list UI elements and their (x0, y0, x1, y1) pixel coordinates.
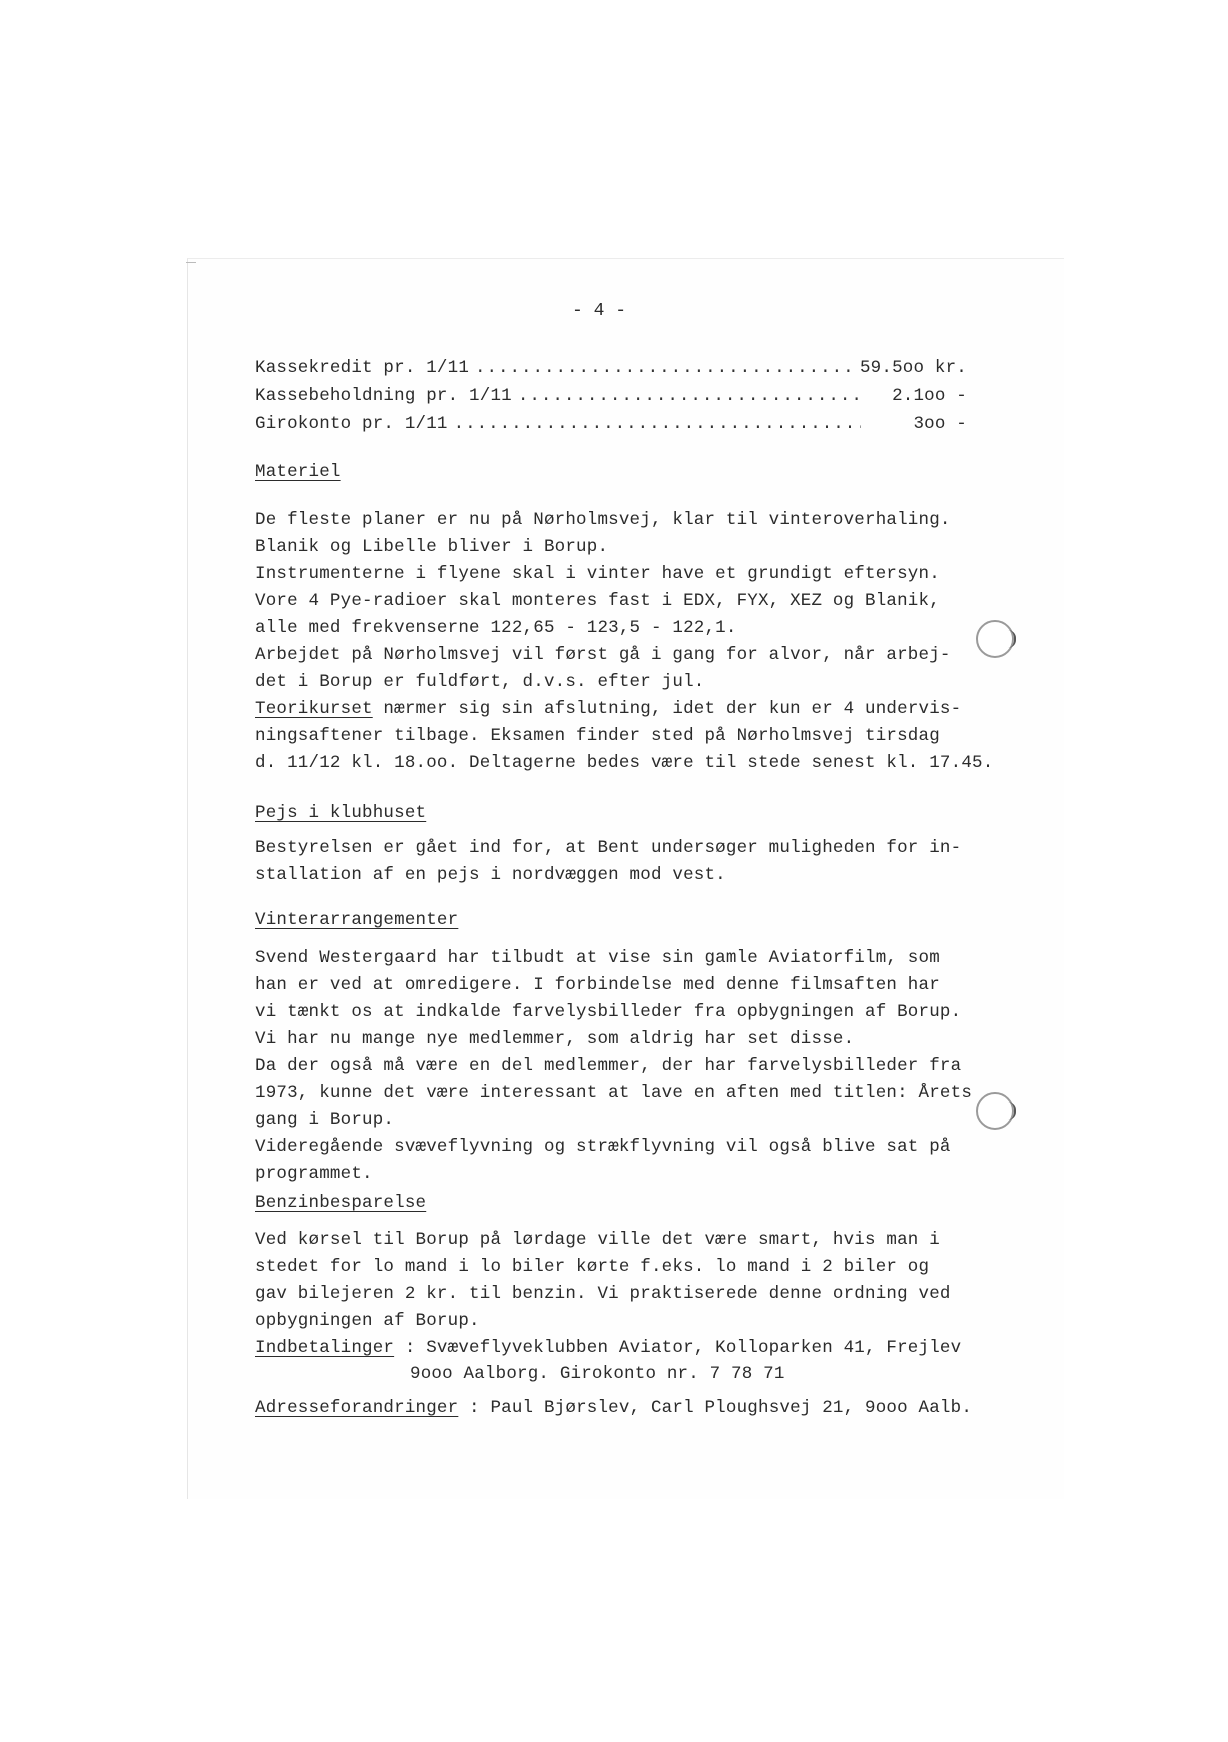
text-line: stallation af en pejs i nordvæggen mod vest. (255, 865, 726, 885)
adresse-line (255, 1398, 972, 1418)
text-line: vi tænkt os at indkalde farvelysbilleder fra opbygningen af Borup. (255, 1002, 962, 1022)
text-line: ningsaftener tilbage. Eksamen finder sted på Nørholmsvej tirsdag (255, 726, 940, 746)
text-line: han er ved at omredigere. I forbindelse med denne filmsaften har (255, 975, 940, 995)
text-line: 9ooo Aalborg. Girokonto nr. 7 78 71 (410, 1364, 785, 1384)
page-number: - 4 - (572, 301, 627, 321)
account-row (255, 386, 967, 406)
section-heading-materiel: Materiel (255, 462, 341, 482)
account-amount: 2.1oo - (892, 386, 967, 406)
account-label: Kassebeholdning pr. 1/11 (255, 386, 512, 406)
leader-dots (518, 386, 861, 406)
account-label: Kassekredit pr. 1/11 (255, 358, 470, 378)
text-line: Svend Westergaard har tilbudt at vise sin gamle Aviatorfilm, som (255, 948, 940, 968)
text-line: Vi har nu mange nye medlemmer, som aldrig har set disse. (255, 1029, 855, 1049)
section-heading-vinter: Vinterarrangementer (255, 910, 459, 930)
adresse-text: : Paul Bjørslev, Carl Ploughsvej 21, 9ooo Aalb. (458, 1398, 973, 1418)
text-line: stedet for lo mand i lo biler kørte f.eks. lo mand i 2 biler og (255, 1257, 930, 1277)
indbetalinger-line (255, 1338, 961, 1358)
account-row (255, 414, 967, 434)
edge-mark (186, 262, 196, 263)
text-line: Vore 4 Pye-radioer skal monteres fast i EDX, FYX, XEZ og Blanik, (255, 591, 940, 611)
adresse-label: Adresseforandringer (255, 1398, 459, 1418)
text-line: programmet. (255, 1164, 373, 1184)
text-line: Da der også må være en del medlemmer, der har farvelysbilleder fra (255, 1056, 962, 1076)
text-line: Blanik og Libelle bliver i Borup. (255, 537, 609, 557)
text-line: Arbejdet på Nørholmsvej vil først gå i gang for alvor, når arbej- (255, 645, 951, 665)
account-label: Girokonto pr. 1/11 (255, 414, 448, 434)
text-line: Videregående svæveflyvning og strækflyvning vil også blive sat på (255, 1137, 951, 1157)
punch-hole-icon (976, 1092, 1014, 1130)
teorikurset-label: Teorikurset (255, 699, 373, 719)
text-line: opbygningen af Borup. (255, 1311, 480, 1331)
text-line: det i Borup er fuldført, d.v.s. efter jul. (255, 672, 705, 692)
indbetalinger-text: : Svæveflyveklubben Aviator, Kolloparken 41, Frejlev (394, 1338, 962, 1358)
text-line: 1973, kunne det være interessant at lave en aften med titlen: Årets (255, 1083, 973, 1103)
section-heading-benzin: Benzinbesparelse (255, 1193, 427, 1213)
text-line: Instrumenterne i flyene skal i vinter have et grundigt eftersyn. (255, 564, 940, 584)
text-line: d. 11/12 kl. 18.oo. Deltagerne bedes være til stede senest kl. 17.45. (255, 753, 994, 773)
text-line: gang i Borup. (255, 1110, 395, 1130)
punch-hole-icon (976, 620, 1014, 658)
text-line: Ved kørsel til Borup på lørdage ville det være smart, hvis man i (255, 1230, 940, 1250)
text-line: Bestyrelsen er gået ind for, at Bent undersøger muligheden for in- (255, 838, 962, 858)
account-amount: 3oo - (913, 414, 967, 434)
leader-dots (475, 358, 854, 378)
text-line (255, 699, 961, 719)
text-line: alle med frekvenserne 122,65 - 123,5 - 122,1. (255, 618, 737, 638)
teorikurset-text: nærmer sig sin afslutning, idet der kun er 4 undervis- (372, 699, 962, 719)
account-row (255, 358, 967, 378)
text-line: gav bilejeren 2 kr. til benzin. Vi praktiserede denne ordning ved (255, 1284, 951, 1304)
account-amount: 59.5oo kr. (859, 358, 967, 378)
section-heading-pejs: Pejs i klubhuset (255, 803, 427, 823)
leader-dots (454, 414, 861, 434)
indbetalinger-label: Indbetalinger (255, 1338, 395, 1358)
text-line: De fleste planer er nu på Nørholmsvej, klar til vinteroverhaling. (255, 510, 951, 530)
